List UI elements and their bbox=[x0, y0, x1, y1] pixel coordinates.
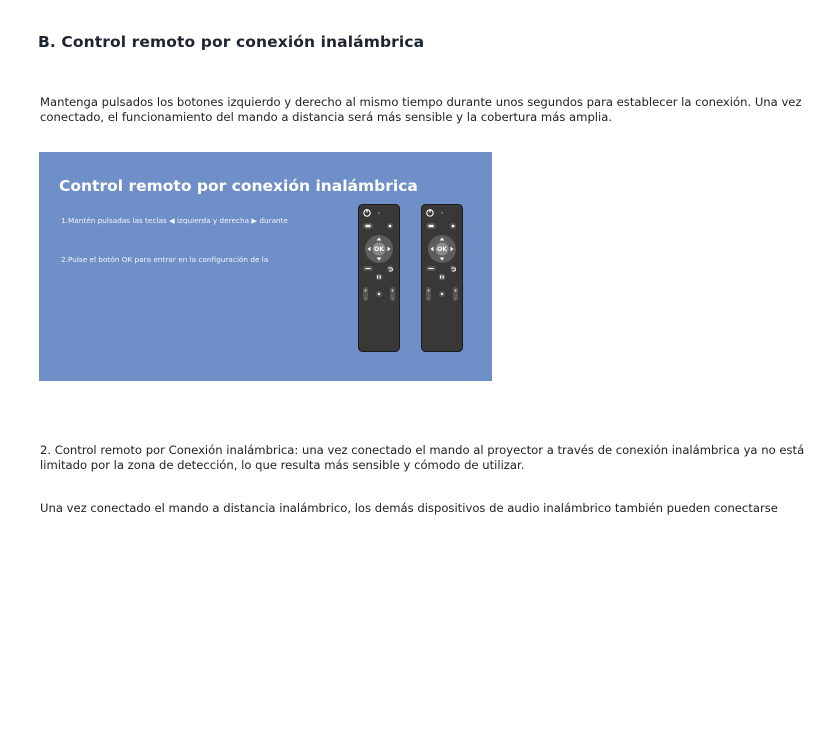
banner-step-1: 1.Mantén pulsadas las teclas ◀ izquierda y derecha ▶ durante bbox=[61, 216, 289, 225]
svg-text:+: + bbox=[426, 289, 431, 294]
remote-control-left bbox=[358, 204, 400, 352]
banner-step-2: 2.Pulse el botón OK para entrar en la configuración de la bbox=[61, 255, 269, 264]
remote-connection-image bbox=[39, 152, 492, 381]
paragraph-audio-devices: Una vez conectado el mando a distancia inalámbrico, los demás dispositivos de audio inalámbrico también pueden conectarse bbox=[40, 501, 778, 515]
svg-text:-: - bbox=[454, 296, 457, 302]
paragraph-wireless-control: 2. Control remoto por Conexión inalámbrica: una vez conectado el mando al proyector a través de conexión inalámbrica ya no está limitado por la zona de detección, lo que resulta más sensible y cómodo de utilizar. bbox=[40, 443, 805, 472]
svg-text:-: - bbox=[427, 296, 430, 302]
svg-text:+: + bbox=[363, 289, 368, 294]
svg-text:OK: OK bbox=[437, 246, 447, 254]
intro-paragraph: Mantenga pulsados los botones izquierdo y derecho al mismo tiempo durante unos segundos para establecer la conexión. Una vez conectado, el funcionamiento del mando a distancia será más sensible y la cobertura más amplia. bbox=[40, 95, 802, 124]
svg-text:+: + bbox=[453, 289, 458, 294]
remote-control-right bbox=[421, 204, 463, 352]
play-pause-button bbox=[439, 274, 446, 281]
svg-text:OK: OK bbox=[374, 246, 384, 254]
svg-text:-: - bbox=[391, 296, 394, 302]
svg-text:-: - bbox=[364, 296, 367, 302]
indicator-led bbox=[378, 212, 380, 214]
svg-text:+: + bbox=[390, 289, 395, 294]
section-heading: B. Control remoto por conexión inalámbrica bbox=[38, 33, 425, 51]
dpad bbox=[428, 235, 456, 263]
indicator-led bbox=[441, 212, 443, 214]
play-pause-button bbox=[376, 274, 383, 281]
banner-title: Control remoto por conexión inalámbrica bbox=[59, 177, 418, 195]
dpad bbox=[365, 235, 393, 263]
